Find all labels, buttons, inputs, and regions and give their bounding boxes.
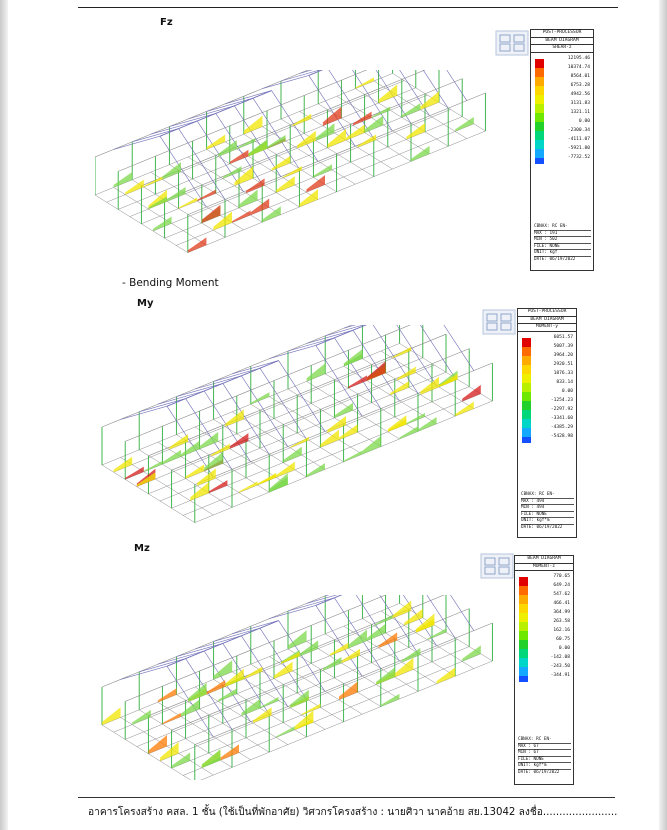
legend-value: 10374.74 [567, 64, 590, 70]
program-logo-icon [480, 553, 514, 579]
legend-meta-line: MAX : 191 [534, 231, 591, 238]
legend-value: 649.24 [553, 583, 570, 588]
legend-swatch [535, 113, 544, 122]
legend-value: 0.00 [561, 388, 573, 394]
legend-value: 6051.57 [553, 334, 573, 340]
legend-value: -2300.34 [567, 127, 590, 133]
legend-meta-line: FILE: NONE [534, 244, 591, 251]
legend-swatch [522, 347, 531, 356]
legend-value: 8564.01 [570, 73, 590, 79]
legend-value: -5428.98 [550, 433, 573, 439]
legend-value: 466.41 [553, 601, 570, 606]
moment-my-model-diagram [100, 325, 515, 525]
legend-header-line: MOMENT-y [518, 324, 576, 332]
legend-value: 5007.39 [553, 343, 573, 349]
legend-value: 60.75 [556, 637, 570, 642]
moment-mz-model-diagram [100, 595, 515, 780]
legend-swatch [519, 622, 528, 631]
legend-swatch [522, 383, 531, 392]
legend-swatch [522, 365, 531, 374]
legend-value: 364.99 [553, 610, 570, 615]
legend-value: -142.08 [550, 655, 570, 660]
legend-swatch [519, 604, 528, 613]
legend-header-line: POST-PROCESSOR [531, 30, 593, 38]
legend-swatch [535, 77, 544, 86]
legend-swatch [522, 428, 531, 437]
legend-value: -1254.23 [550, 397, 573, 403]
legend-value: 0.00 [558, 646, 570, 651]
legend-header-line: BEAM DIAGRAM [531, 38, 593, 46]
my-label: My [137, 298, 154, 309]
legend-meta-line: MIN : 494 [521, 505, 574, 512]
legend-swatch [519, 631, 528, 640]
legend-value: 547.62 [553, 592, 570, 597]
legend-swatch [519, 649, 528, 658]
legend-meta-line: DATE: 06/19/2022 [534, 256, 576, 262]
legend-value: 12195.46 [567, 55, 590, 61]
legend-swatch [535, 59, 544, 68]
legend-value: 0.00 [578, 118, 590, 124]
legend-meta-line: FILE: NONE [518, 757, 571, 764]
legend-meta-line: MAX : 494 [521, 499, 574, 506]
legend-swatch [522, 356, 531, 365]
legend-value: -2297.92 [550, 406, 573, 412]
page-edge-left [0, 0, 8, 830]
legend-swatch [535, 158, 544, 164]
legend-value: -3341.60 [550, 415, 573, 421]
legend-value: -4111.07 [567, 136, 590, 142]
legend-meta-line: MAX : 67 [518, 744, 571, 751]
legend-swatch [519, 586, 528, 595]
legend-swatch [522, 410, 531, 419]
legend-swatch [519, 595, 528, 604]
legend-swatch [519, 640, 528, 649]
legend-swatch [535, 149, 544, 158]
legend-value: -5921.80 [567, 145, 590, 151]
legend-meta-line: FILE: NONE [521, 512, 574, 519]
legend-swatch [535, 86, 544, 95]
legend-swatch [535, 68, 544, 77]
program-logo-icon [482, 309, 516, 335]
legend-header-line: POST-PROCESSOR [518, 309, 576, 317]
legend-value: 2920.51 [553, 361, 573, 367]
legend-swatch [519, 667, 528, 676]
legend-swatch [522, 419, 531, 428]
legend-swatch [535, 140, 544, 149]
legend-swatch [522, 338, 531, 347]
mz-label: Mz [134, 543, 150, 554]
legend-value: 4942.56 [570, 91, 590, 97]
legend-value: -4385.29 [550, 424, 573, 430]
legend-header-line: SHEAR-z [531, 45, 593, 53]
legend-value: 263.58 [553, 619, 570, 624]
legend-value: -243.50 [550, 664, 570, 669]
legend-value: -7732.52 [567, 154, 590, 160]
legend-swatch [522, 437, 531, 443]
legend-meta-line: MIN : 67 [518, 750, 571, 757]
shear-fz-model-diagram [95, 70, 515, 255]
legend-value: 1321.11 [570, 109, 590, 115]
legend-value: 6753.28 [570, 82, 590, 88]
legend-swatch [522, 374, 531, 383]
fz-label: Fz [160, 17, 173, 28]
legend-header-line: BEAM DIAGRAM [515, 556, 573, 564]
footer-rule [78, 797, 615, 798]
legend-value: 162.16 [553, 628, 570, 633]
legend-swatch [519, 577, 528, 586]
bending-moment-heading: - Bending Moment [122, 277, 219, 289]
legend-meta-block [521, 492, 574, 531]
legend-meta-line: MIN : 502 [534, 237, 591, 244]
legend-value: -344.91 [550, 673, 570, 678]
program-logo-icon [495, 30, 529, 56]
page-edge-right [659, 0, 667, 830]
legend-swatch [519, 658, 528, 667]
legend-meta-line: UNIT: kgf [534, 250, 591, 257]
legend-value: 3131.83 [570, 100, 590, 106]
legend-meta-line: DATE: 06/19/2022 [518, 769, 560, 775]
legend-swatch [522, 401, 531, 410]
legend-value: 3964.20 [553, 352, 573, 358]
legend-swatch [535, 122, 544, 131]
legend-panel-fz [530, 29, 594, 271]
legend-value: 1876.33 [553, 370, 573, 376]
legend-meta-line: CBNAX: RC EN- [521, 492, 574, 499]
legend-meta-line: UNIT: kgf*m [521, 518, 574, 525]
legend-meta-line: UNIT: kgf*m [518, 763, 571, 770]
legend-swatch [522, 392, 531, 401]
legend-panel-my [517, 308, 577, 538]
legend-meta-line: CBNAX: RC EN- [534, 224, 591, 231]
legend-meta-block [534, 224, 591, 263]
legend-value: 833.14 [556, 379, 573, 385]
legend-header-line: BEAM DIAGRAM [518, 317, 576, 325]
legend-swatch [535, 104, 544, 113]
legend-swatch [535, 95, 544, 104]
footer-caption: อาคารโครงสร้าง คสล. 1 ชั้น (ใช้เป็นที่พักอาศัย) วิศวกรโครงสร้าง : นายศิวา นาคอ้าย สย.13042 ลงชื่อ....................... [88, 807, 618, 818]
legend-meta-line: DATE: 06/19/2022 [521, 524, 563, 530]
legend-meta-block [518, 737, 571, 776]
legend-swatch [535, 131, 544, 140]
legend-meta-line: CBNAX: RC EN- [518, 737, 571, 744]
legend-header-line: MOMENT-z [515, 564, 573, 572]
legend-swatch [519, 613, 528, 622]
legend-value: 770.65 [553, 574, 570, 579]
legend-swatch [519, 676, 528, 682]
legend-panel-mz [514, 555, 574, 785]
top-rule [78, 7, 618, 8]
